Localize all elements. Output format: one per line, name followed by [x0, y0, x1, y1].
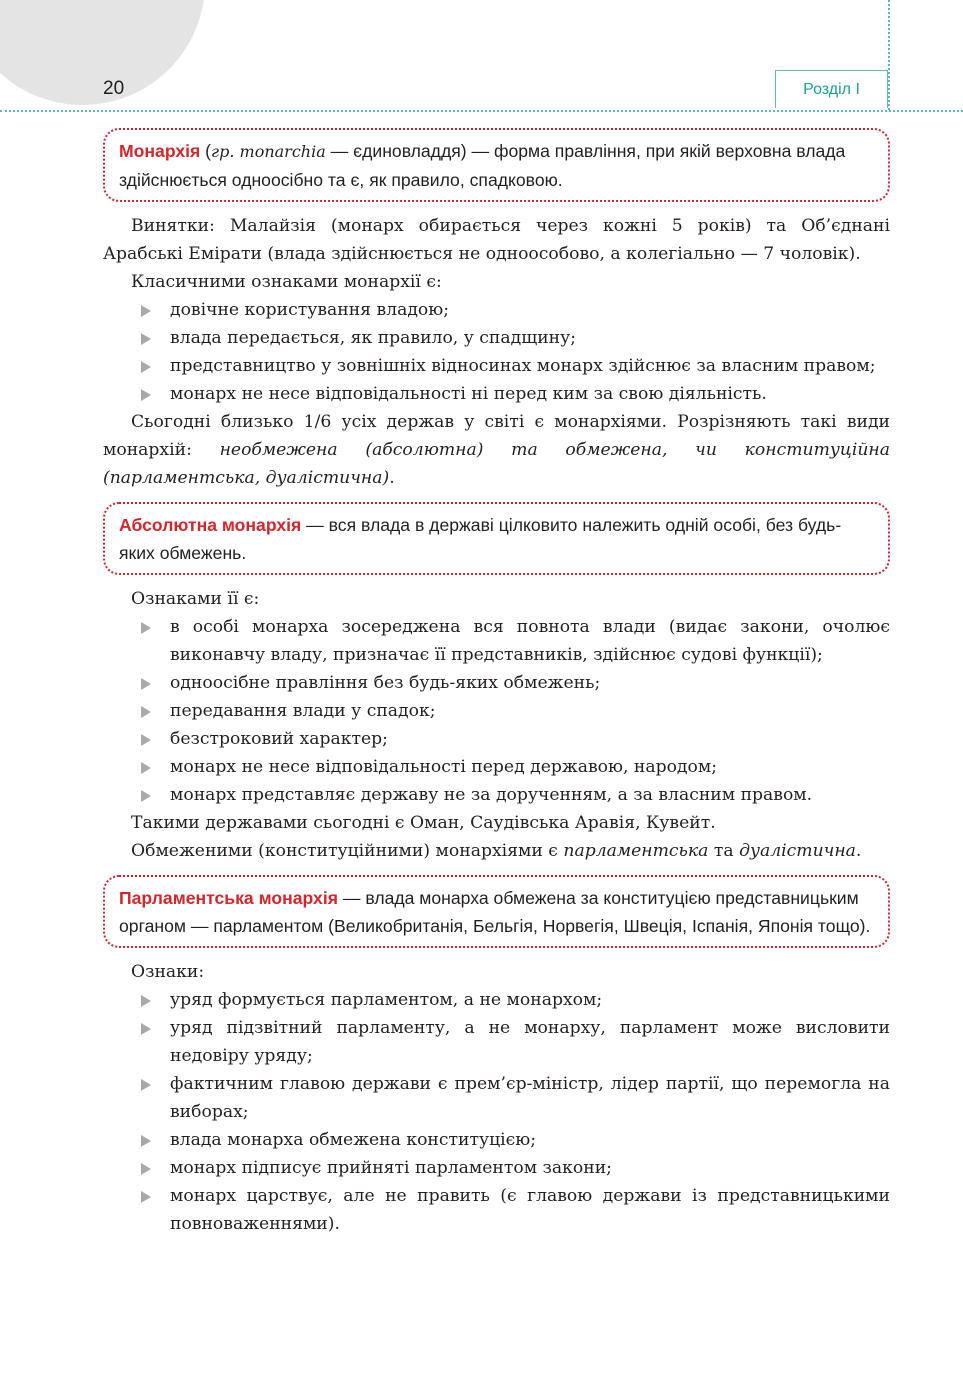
list-item-text: довічне користування владою;: [170, 300, 450, 320]
paragraph-signs: Ознаки:: [131, 962, 205, 982]
list-item-text: влада монарха обмежена конституцією;: [170, 1130, 537, 1150]
paragraph-limited: [103, 837, 890, 865]
paragraph-end: .: [855, 841, 862, 861]
paragraph-text: та: [708, 841, 740, 861]
definition-text: — влада монарха обмежена за конституцією представницьким органом — парламентом (Великобританія, Бельгія, Норвегія, Швеція, Іспанія, Японія тощо).: [119, 888, 871, 936]
list-item: [170, 669, 890, 697]
definition-parliamentary-monarchy: [103, 875, 890, 948]
paragraph-italic: парламентська: [563, 841, 709, 861]
definition-text: — єдиновладдя) — форма правління, при якій верховна влада здійснюється одноосібно та є, як правило, спадковою.: [119, 141, 846, 190]
list-item: [170, 380, 890, 408]
bullet-triangle-icon: [141, 1163, 151, 1175]
paragraph-italic: необмежена (абсолютна) та обмежена, чи конституційна (парламентська, дуалістична): [103, 440, 890, 488]
paragraph-text: Обмеженими (конституційними) монархіями є: [131, 841, 564, 861]
page-number: 20: [103, 78, 125, 99]
list-item-text: безстроковий характер;: [170, 729, 388, 749]
paragraph-end: .: [389, 468, 395, 488]
bullet-triangle-icon: [141, 790, 151, 802]
list-item-text: представництво у зовнішніх відносинах монарх здійснює за власним правом;: [170, 356, 876, 376]
definition-term: Парламентська монархія: [119, 888, 338, 908]
list-item: [170, 352, 890, 380]
bullet-triangle-icon: [141, 1079, 151, 1091]
definition-absolute-monarchy: [103, 502, 890, 575]
list-item-text: фактичним главою держави є прем’єр-міністр, лідер партії, що перемогла на виборах;: [170, 1074, 890, 1122]
bullet-triangle-icon: [141, 678, 151, 690]
definition-monarchy: [103, 128, 890, 202]
bullet-triangle-icon: [141, 1135, 151, 1147]
header-vertical-rule: [888, 0, 890, 110]
bullet-triangle-icon: [141, 1191, 151, 1203]
paragraph-signs-its: Ознаками її є:: [131, 589, 260, 609]
list-item-text: монарх представляє державу не за дорученням, а за власним правом.: [170, 785, 813, 805]
list-item: [170, 753, 890, 781]
list-item: [170, 781, 890, 809]
bullet-triangle-icon: [141, 622, 151, 634]
list-item: [170, 613, 890, 669]
bullet-triangle-icon: [141, 361, 151, 373]
paragraph-classic-signs: Класичними ознаками монархії є:: [131, 272, 442, 292]
definition-text: — вся влада в державі цілковито належить одній особі, без будь-яких обмежень.: [119, 515, 842, 563]
list-item: [170, 1070, 890, 1126]
bullet-triangle-icon: [141, 1023, 151, 1035]
list-item-text: одноосібне правління без будь-яких обмежень;: [170, 673, 601, 693]
bullet-triangle-icon: [141, 762, 151, 774]
paragraph-italic: дуалістична: [739, 841, 856, 861]
definition-term: Абсолютна монархія: [119, 515, 302, 535]
bullet-triangle-icon: [141, 305, 151, 317]
definition-term: Монархія: [119, 141, 201, 161]
absolute-signs-list: [103, 613, 890, 809]
paragraph-today: [103, 408, 890, 492]
header-rule: [0, 110, 963, 112]
definition-etymology: гр. monarchia: [211, 142, 326, 161]
bullet-triangle-icon: [141, 734, 151, 746]
list-item: [170, 296, 890, 324]
list-item-text: уряд формується парламентом, а не монархом;: [170, 990, 603, 1010]
list-item-text: монарх не несе відповідальності ні перед ким за свою діяльність.: [170, 384, 767, 404]
list-item: [170, 1182, 890, 1238]
bullet-triangle-icon: [141, 389, 151, 401]
list-item: [170, 725, 890, 753]
definition-open: (: [200, 141, 212, 161]
list-item-text: в особі монарха зосереджена вся повнота влади (видає закони, очолює виконавчу владу, призначає її представників, здійснює судові функції);: [170, 617, 890, 665]
list-item: [170, 697, 890, 725]
page-content: [103, 128, 890, 1238]
paragraph-such-states: Такими державами сьогодні є Оман, Саудівська Аравія, Кувейт.: [131, 813, 716, 833]
bullet-triangle-icon: [141, 995, 151, 1007]
paragraph-exceptions: Винятки: Малайзія (монарх обирається через кожні 5 років) та Об’єднані Арабські Емірати (влада здійснюється не одноособово, а колегіально — 7 чоловік).: [103, 216, 890, 264]
list-item-text: уряд підзвітний парламенту, а не монарху, парламент може висловити недовіру уряду;: [170, 1018, 890, 1066]
parliamentary-signs-list: [103, 986, 890, 1238]
bullet-triangle-icon: [141, 333, 151, 345]
list-item-text: монарх підписує прийняті парламентом закони;: [170, 1158, 612, 1178]
list-item: [170, 1014, 890, 1070]
list-item: [170, 1126, 890, 1154]
paragraph-text: Сьогодні близько 1/6 усіх держав у світі є монархіями. Розрізняють такі види монархій:: [103, 412, 890, 460]
bullet-triangle-icon: [141, 706, 151, 718]
list-item: [170, 1154, 890, 1182]
list-item-text: влада передається, як правило, у спадщину;: [170, 328, 577, 348]
section-tab: Розділ І: [775, 70, 888, 108]
list-item-text: монарх царствує, але не править (є главою держави із представницькими повноваженнями).: [170, 1186, 890, 1234]
list-item-text: передавання влади у спадок;: [170, 701, 436, 721]
list-item: [170, 324, 890, 352]
list-item-text: монарх не несе відповідальності перед державою, народом;: [170, 757, 718, 777]
list-item: [170, 986, 890, 1014]
classic-signs-list: [103, 296, 890, 408]
